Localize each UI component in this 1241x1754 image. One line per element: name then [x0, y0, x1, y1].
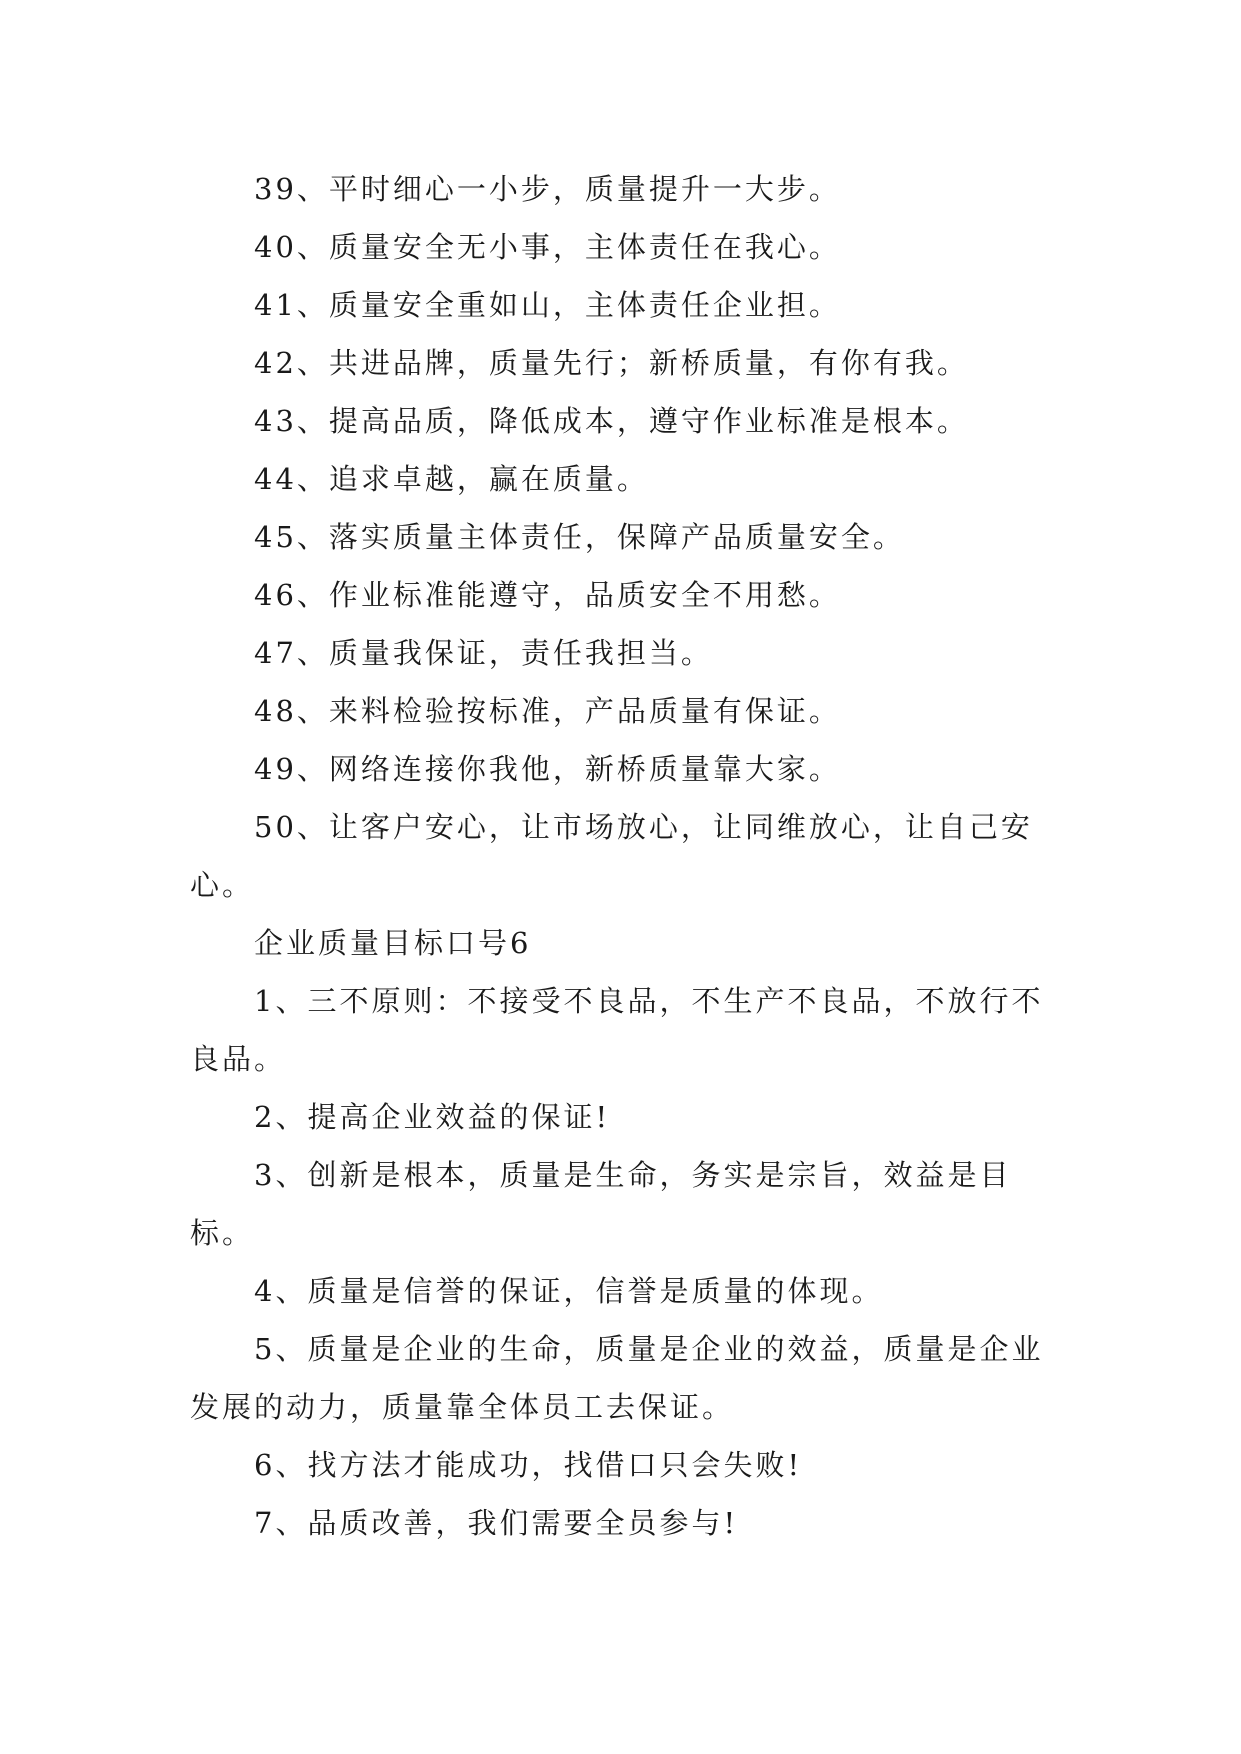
paragraph-6: 6、找方法才能成功，找借口只会失败! — [254, 1448, 803, 1482]
paragraph-50: 50、让客户安心，让市场放心，让同维放心，让自己安心。 — [190, 810, 1033, 902]
paragraph-41: 41、质量安全重如山，主体责任企业担。 — [254, 288, 841, 322]
paragraph-49: 49、网络连接你我他，新桥质量靠大家。 — [254, 752, 841, 786]
paragraph-42: 42、共进品牌，质量先行；新桥质量，有你有我。 — [254, 346, 969, 380]
paragraph-47: 47、质量我保证，责任我担当。 — [254, 636, 713, 670]
paragraph-45: 45、落实质量主体责任，保障产品质量安全。 — [254, 520, 905, 554]
paragraph-39: 39、平时细心一小步，质量提升一大步。 — [254, 172, 841, 206]
paragraph-5: 5、质量是企业的生命，质量是企业的效益，质量是企业发展的动力，质量靠全体员工去保证。 — [190, 1332, 1044, 1424]
paragraph-43: 43、提高品质，降低成本，遵守作业标准是根本。 — [254, 404, 969, 438]
paragraph-46: 46、作业标准能遵守，品质安全不用愁。 — [254, 578, 841, 612]
section-heading: 企业质量目标口号6 — [254, 926, 532, 960]
paragraph-1: 1、三不原则：不接受不良品，不生产不良品，不放行不良品。 — [190, 984, 1044, 1076]
paragraph-3: 3、创新是根本，质量是生命，务实是宗旨，效益是目标。 — [190, 1158, 1012, 1250]
paragraph-2: 2、提高企业效益的保证! — [254, 1100, 611, 1134]
document-body — [190, 160, 1060, 1552]
paragraph-4: 4、质量是信誉的保证，信誉是质量的体现。 — [254, 1274, 884, 1308]
paragraph-7: 7、品质改善，我们需要全员参与! — [254, 1506, 739, 1540]
paragraph-40: 40、质量安全无小事，主体责任在我心。 — [254, 230, 841, 264]
paragraph-44: 44、追求卓越，赢在质量。 — [254, 462, 649, 496]
paragraph-48: 48、来料检验按标准，产品质量有保证。 — [254, 694, 841, 728]
